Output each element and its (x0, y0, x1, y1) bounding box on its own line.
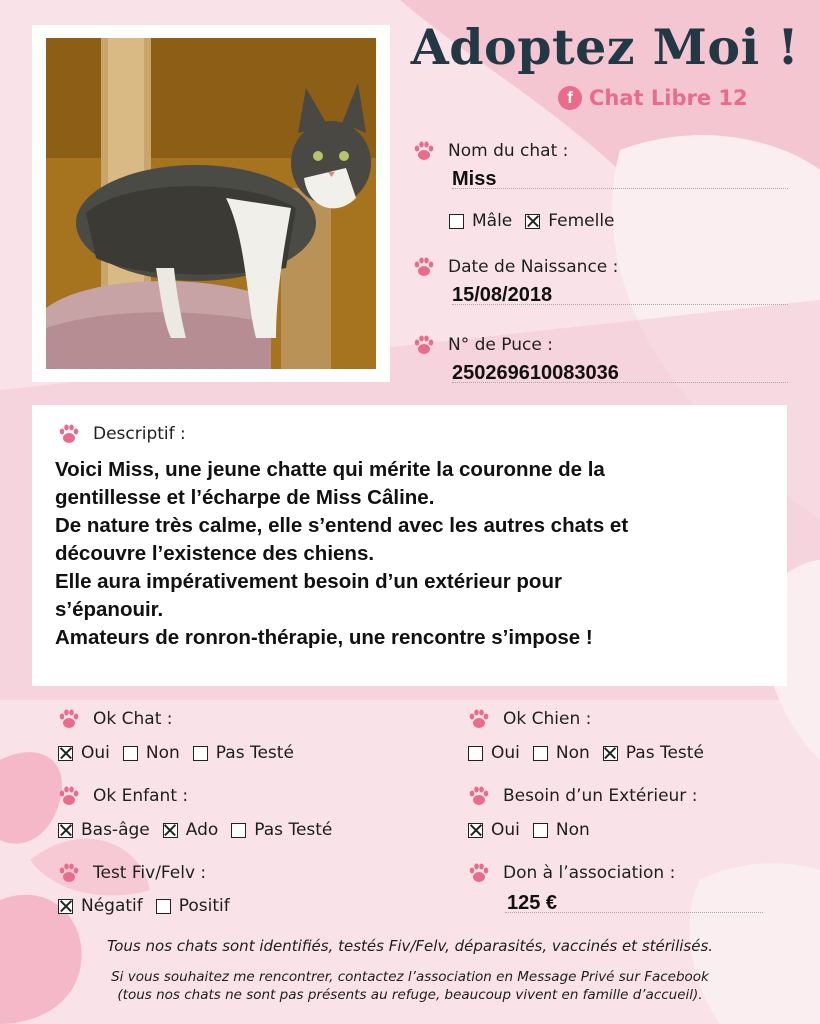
option-label: Oui (81, 743, 110, 763)
footer-contact (0, 968, 820, 1004)
option-label: Non (145, 743, 180, 763)
page-title: Adoptez Moi ! (410, 18, 800, 76)
description-line: découvre l’existence des chiens. (55, 542, 375, 565)
fiv-test-label-text: Test Fiv/Felv : (93, 863, 207, 883)
divider (505, 912, 763, 913)
chip-number-label-text: N° de Puce : (448, 335, 553, 355)
option-label: Non (555, 743, 590, 763)
fiv-test-option[interactable] (58, 896, 143, 916)
option-label: Non (555, 820, 590, 840)
ok-chien-option[interactable] (468, 743, 520, 763)
birth-date-label (412, 255, 618, 279)
checkbox[interactable] (603, 746, 618, 761)
exterieur-option[interactable] (533, 820, 590, 840)
description-line: s’épanouir. (55, 598, 164, 621)
facebook-page-link[interactable] (558, 86, 748, 110)
ok-chat-option[interactable] (123, 743, 180, 763)
cat-photo (46, 38, 376, 369)
checkbox[interactable] (58, 823, 73, 838)
description-line: De nature très calme, elle s’entend avec les autres chats et (55, 514, 629, 537)
option-label: Négatif (81, 896, 143, 916)
ok-chien-option[interactable] (603, 743, 704, 763)
description-line: gentillesse et l’écharpe de Miss Câline. (55, 486, 435, 509)
facebook-page-name: Chat Libre 12 (589, 86, 748, 110)
donation-value: 125 € (507, 892, 558, 914)
ok-enfant-option[interactable] (163, 820, 219, 840)
exterieur-label-text: Besoin d’un Extérieur : (503, 786, 698, 806)
description-label-text: Descriptif : (93, 424, 186, 444)
ok-enfant-label-text: Ok Enfant : (93, 786, 189, 806)
divider (452, 304, 788, 305)
description-line: Voici Miss, une jeune chatte qui mérite la couronne de la (55, 458, 605, 481)
footer-contact-line: Si vous souhaitez me rencontrer, contactez l’association en Message Privé sur Facebook (111, 969, 709, 985)
birth-date-value: 15/08/2018 (452, 284, 553, 306)
paw-icon (412, 139, 436, 163)
divider (452, 382, 788, 383)
donation-label (467, 861, 675, 885)
exterieur-option[interactable] (468, 820, 520, 840)
paw-icon (412, 255, 436, 279)
ok-chien-option[interactable] (533, 743, 590, 763)
option-label: Pas Testé (254, 820, 333, 840)
option-label: Oui (491, 743, 520, 763)
sex-option-female[interactable] (525, 211, 614, 231)
ok-chien-options (468, 743, 717, 763)
checkbox-female[interactable] (525, 214, 540, 229)
option-label: Pas Testé (625, 743, 704, 763)
birth-date-label-text: Date de Naissance : (448, 257, 619, 277)
checkbox[interactable] (58, 746, 73, 761)
paw-icon (467, 707, 491, 731)
ok-enfant-label (57, 784, 188, 808)
description-line: Elle aura impérativement besoin d’un extérieur pour (55, 570, 562, 593)
checkbox[interactable] (156, 899, 171, 914)
divider (452, 188, 788, 189)
option-label: Bas-âge (81, 820, 150, 840)
paw-icon (57, 861, 81, 885)
chip-number-label (412, 333, 553, 357)
description-line: Amateurs de ronron-thérapie, une rencontre s’impose ! (55, 626, 593, 649)
facebook-icon: f (558, 86, 582, 110)
ok-chat-options (58, 743, 307, 763)
ok-enfant-options (58, 820, 345, 840)
paw-icon (412, 333, 436, 357)
checkbox[interactable] (468, 746, 483, 761)
checkbox[interactable] (533, 746, 548, 761)
checkbox[interactable] (468, 823, 483, 838)
description-text (55, 456, 765, 652)
sex-option-male[interactable] (449, 211, 512, 231)
ok-enfant-option[interactable] (231, 820, 332, 840)
paw-icon (57, 422, 81, 446)
cat-name-label-text: Nom du chat : (448, 141, 569, 161)
sex-options (449, 211, 628, 231)
checkbox[interactable] (533, 823, 548, 838)
cat-name-label (412, 139, 568, 163)
checkbox[interactable] (193, 746, 208, 761)
ok-chat-option[interactable] (58, 743, 110, 763)
paw-icon (57, 784, 81, 808)
option-label: Positif (178, 896, 230, 916)
footer-note: Tous nos chats sont identifiés, testés Fiv/Felv, déparasités, vaccinés et stérilisés. (106, 937, 714, 955)
footer-contact-line: (tous nos chats ne sont pas présents au refuge, beaucoup vivent en famille d’accueil). (117, 987, 703, 1003)
checkbox[interactable] (231, 823, 246, 838)
ok-chien-label-text: Ok Chien : (503, 709, 592, 729)
ok-enfant-option[interactable] (58, 820, 150, 840)
ok-chat-label-text: Ok Chat : (93, 709, 173, 729)
sex-option-label: Mâle (472, 211, 513, 231)
option-label: Oui (491, 820, 520, 840)
fiv-test-label (57, 861, 206, 885)
exterieur-options (468, 820, 603, 840)
sex-option-label: Femelle (548, 211, 615, 231)
description-label (57, 422, 186, 446)
fiv-test-options (58, 896, 243, 916)
ok-chien-label (467, 707, 591, 731)
photo-frame (32, 25, 390, 382)
exterieur-label (467, 784, 697, 808)
checkbox[interactable] (123, 746, 138, 761)
paw-icon (467, 784, 491, 808)
chip-number-value: 250269610083036 (452, 362, 619, 384)
option-label: Pas Testé (215, 743, 294, 763)
cat-name-value: Miss (452, 168, 497, 190)
checkbox[interactable] (163, 823, 178, 838)
checkbox-male[interactable] (449, 214, 464, 229)
donation-label-text: Don à l’association : (503, 863, 676, 883)
ok-chat-option[interactable] (193, 743, 294, 763)
ok-chat-label (57, 707, 173, 731)
fiv-test-option[interactable] (156, 896, 230, 916)
checkbox[interactable] (58, 899, 73, 914)
option-label: Ado (185, 820, 219, 840)
paw-icon (467, 861, 491, 885)
paw-icon (57, 707, 81, 731)
